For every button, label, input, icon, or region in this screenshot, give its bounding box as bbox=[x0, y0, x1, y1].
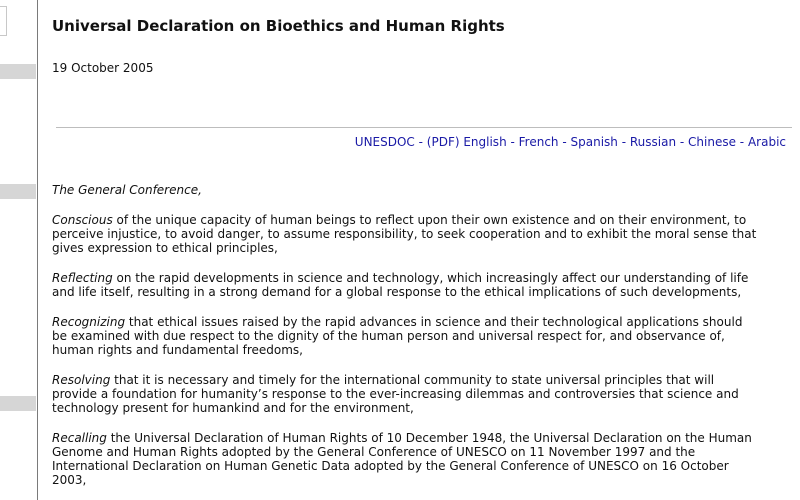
paragraph-line: 2003, bbox=[52, 473, 87, 487]
paragraph-line: perceive injustice, to avoid danger, to assume responsibility, to seek cooperation and to exhibit the moral sense that bbox=[52, 227, 757, 241]
preamble-paragraph bbox=[52, 373, 792, 415]
preamble-paragraph bbox=[52, 213, 792, 255]
paragraph-line: gives expression to ethical principles, bbox=[52, 241, 278, 255]
link-french[interactable]: French bbox=[518, 135, 559, 149]
paragraph-line bbox=[52, 431, 792, 445]
paragraph-line: and life itself, resulting in a strong demand for a global response to the ethical implications of such developments, bbox=[52, 285, 742, 299]
sidebar-band[interactable] bbox=[0, 64, 36, 79]
sidebar-band[interactable] bbox=[0, 396, 36, 411]
preamble-paragraph bbox=[52, 315, 792, 357]
paragraph-line: provide a foundation for humanity’s response to the ever-increasing dilemmas and controversies that science and bbox=[52, 387, 739, 401]
link-separator: - bbox=[558, 135, 571, 149]
sidebar-input-edge[interactable] bbox=[0, 6, 7, 36]
link-unesdoc[interactable]: UNESDOC bbox=[354, 135, 415, 149]
language-links bbox=[355, 135, 786, 149]
link-arabic[interactable]: Arabic bbox=[747, 135, 786, 149]
paragraph-line bbox=[52, 271, 792, 285]
link-separator: - bbox=[676, 135, 689, 149]
preamble-paragraph bbox=[52, 271, 792, 299]
paragraph-text: on the rapid developments in science and technology, which increasingly affect our understanding of life bbox=[112, 271, 749, 285]
paragraph-lead: Resolving bbox=[52, 373, 111, 387]
paragraph-line bbox=[52, 373, 792, 387]
link-spanish[interactable]: Spanish bbox=[570, 135, 618, 149]
paragraph-line bbox=[52, 213, 792, 227]
paragraph-text: that it is necessary and timely for the international community to state universal principles that will bbox=[110, 373, 715, 387]
paragraph-text: the Universal Declaration of Human Rights of 10 December 1948, the Universal Declaration on the Human bbox=[106, 431, 752, 445]
link-separator: - bbox=[506, 135, 519, 149]
sidebar bbox=[0, 0, 36, 500]
link-russian[interactable]: Russian bbox=[629, 135, 677, 149]
paragraph-line: technology present for humankind and for the environment, bbox=[52, 401, 414, 415]
link-separator: - bbox=[735, 135, 748, 149]
link-separator: - bbox=[414, 135, 427, 149]
link-chinese[interactable]: Chinese bbox=[688, 135, 736, 149]
paragraph-line: be examined with due respect to the dignity of the human person and universal respect for, and observance of, bbox=[52, 329, 725, 343]
link-pdf-english[interactable]: (PDF) English bbox=[426, 135, 507, 149]
paragraph-line: Genome and Human Rights adopted by the General Conference of UNESCO on 11 November 1997 and the bbox=[52, 445, 696, 459]
paragraph-lead: Conscious bbox=[52, 213, 113, 227]
declaration-text bbox=[52, 183, 792, 500]
document-date: 19 October 2005 bbox=[52, 61, 154, 75]
paragraph-line: human rights and fundamental freedoms, bbox=[52, 343, 303, 357]
intro-line: The General Conference, bbox=[52, 183, 202, 197]
paragraph-line: International Declaration on Human Genetic Data adopted by the General Conference of UNESCO on 16 October bbox=[52, 459, 729, 473]
paragraph-line bbox=[52, 315, 792, 329]
paragraph-text: of the unique capacity of human beings to reflect upon their own existence and on their environment, to bbox=[112, 213, 747, 227]
document-title: Universal Declaration on Bioethics and Human Rights bbox=[52, 17, 505, 35]
paragraph-lead: Recalling bbox=[52, 431, 107, 445]
horizontal-rule bbox=[56, 127, 792, 128]
preamble-paragraph bbox=[52, 431, 792, 487]
paragraph-lead: Recognizing bbox=[52, 315, 126, 329]
paragraph-text: that ethical issues raised by the rapid advances in science and their technological applications should bbox=[125, 315, 743, 329]
link-separator: - bbox=[617, 135, 630, 149]
sidebar-band[interactable] bbox=[0, 184, 36, 199]
paragraph-lead: Reflecting bbox=[52, 271, 113, 285]
vertical-divider bbox=[37, 0, 38, 500]
